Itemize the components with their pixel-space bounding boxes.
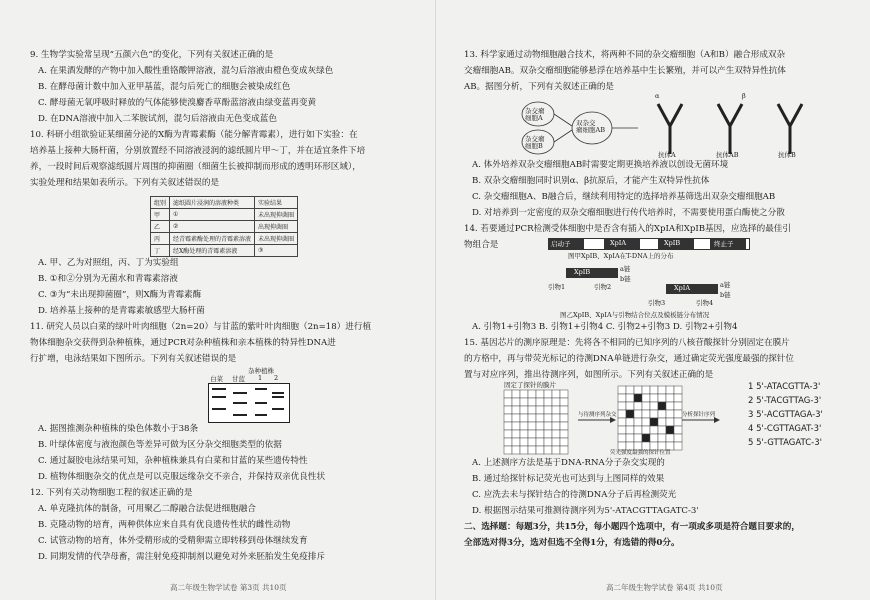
probe-cell [650,402,658,410]
primer2-label: 引物2 [594,283,612,291]
text-line: 养，一段时间后观察滤纸圆片周围的抑菌圈（细菌生长被抑制而形成的透明环形区域）， [30,162,361,172]
section-line: 全部选对得3分，选对但选不全得1分，有选错的得0分。 [464,538,680,548]
probe-cell [650,394,658,402]
probe-cell [528,422,536,430]
probe-cell [634,418,642,426]
probe-cell [634,402,642,410]
text-line: D. 培养基上接种的是青霉素敏感型大肠杆菌 [38,306,205,316]
text-line: 13. 科学家通过动物细胞融合技术，将两种不同的杂交瘤细胞（A和B）融合形成双杂 [464,50,786,60]
gel-band [233,392,247,394]
probe-cell [626,402,634,410]
probe-cell [536,446,544,454]
table-header: 组别 [151,197,170,209]
probe-cell [536,430,544,438]
probe-cell [536,414,544,422]
text-line: 11. 研究人员以白菜的绿叶叶肉细胞（2n=20）与甘蓝的紫叶叶肉细胞（2n=18）进行植 [30,322,372,332]
text-line: 物组合是 [464,240,499,250]
probe-cell [512,398,520,406]
antibody-b-shape [778,104,802,154]
text-line: 9. 生物学实验常呈现“五颜六色”的变化，下列有关叙述正确的是 [30,50,274,60]
right-page [436,0,870,600]
gel-figure [208,368,294,422]
gel-band [272,396,284,398]
chain-a-label: a链 [720,281,731,289]
probe-cell [536,406,544,414]
text-line: C. 杂交瘤细胞A、B融合后，继续利用特定的选择培养基筛选出双杂交瘤细胞AB [472,192,776,202]
probe-cell-lit [650,418,658,426]
text-line: 物体细胞杂交获得到杂种植株，通过PCR对杂种植株和亲本植株的特异性DNA进 [30,338,336,348]
text-line: B. 在酵母菌计数中加入亚甲基蓝，混匀后死亡的细胞会被染成红色 [38,82,291,92]
antibody-b-label: 抗体B [778,151,796,159]
probe-cell [560,406,568,414]
gel-band [212,388,226,390]
probe-cell [536,438,544,446]
probe-cell [520,414,528,422]
probe-cell [528,430,536,438]
table-cell: 乙 [151,221,170,233]
probe-cell [544,414,552,422]
alpha-label: α [655,92,660,100]
analyze-step-label: 分析探针序列 [682,412,716,418]
probe-cell [520,422,528,430]
antibody-a-label: 抗体A [658,151,676,159]
probe-cell-lit [634,394,642,402]
gel-band [272,392,284,394]
probe-cell [650,434,658,442]
text-line: A. 甲、乙为对照组，丙、丁为实验组 [38,258,179,268]
probe-cell [618,426,626,434]
text-line: AB。据图分析，下列有关叙述正确的是 [464,82,615,92]
probe-cell [674,418,682,426]
table-cell: 未出现抑菌圈 [255,209,298,221]
text-line: 的方格中，再与带荧光标记的待测DNA单链进行杂交，通过确定荧光强度最强的探针位 [464,354,794,364]
gel-band [272,408,284,410]
probe-cell [666,410,674,418]
probe-cell [642,418,650,426]
probe-cell [666,418,674,426]
strongest-label: 荧光强度最强的探针位置 [610,450,671,456]
probe-cell [504,414,512,422]
gel-lane1-label: 1 [258,374,263,382]
probe-cell [552,446,560,454]
gel-band [255,388,267,390]
probe-cell [528,398,536,406]
probe-cell [674,386,682,394]
gel-body [208,383,290,423]
gel-band [212,396,226,398]
probe-cell [560,398,568,406]
gel-hybrid-label: 杂种植株 [248,367,274,375]
beta-label: β [742,92,746,100]
probe-cell [512,406,520,414]
probe-sequence: 2 5'-TACGTTAG-3' [748,396,822,406]
gel-band [233,402,247,404]
text-line: C. 试管动物的培育，体外受精形成的受精卵需立即转移到母体继续发育 [38,536,308,546]
table-header: 实验结果 [255,197,298,209]
text-line: 行扩增，电泳结果如下图所示。下列有关叙述错误的是 [30,354,237,364]
probe-cell [552,422,560,430]
probe-cell [642,402,650,410]
left-footer: 高二年级生物学试卷 第3页 共10页 [170,583,287,592]
xplb-label: XpIB [664,239,681,247]
text-line: A. 据图推测杂种植株的染色体数小于38条 [38,424,199,434]
table-cell: 经X酶处理的青霉素溶液 [170,245,255,257]
xplb-strand-label: XpIB [574,268,591,276]
probe-cell [520,430,528,438]
probe-cell [552,430,560,438]
probe-cell [650,426,658,434]
probe-cell [618,410,626,418]
table-cell: 甲 [151,209,170,221]
text-line: A. 在果酒发酵的产物中加入酸性重铬酸钾溶液，混匀后溶液由橙色变成灰绿色 [38,66,334,76]
probe-grid-before [504,390,568,454]
text-line: B. ①和②分别为无菌水和青霉素溶液 [38,274,178,284]
text-line: 实验处理和结果如表所示。下列有关叙述错误的是 [30,178,220,188]
probe-cell [560,438,568,446]
q13-diagram [520,96,840,158]
primer1-label: 引物1 [548,283,566,291]
chip-title: 固定了探针的膜片 [504,381,556,389]
text-line: C. ③为“未出现抑菌圈”，则X酶为青霉素酶 [38,290,202,300]
probe-cell [544,422,552,430]
probe-cell [512,438,520,446]
probe-cell [666,394,674,402]
q14-figure [548,238,768,320]
probe-sequence: 1 5'-ATACGTTA-3' [748,382,821,392]
probe-cell-lit [666,426,674,434]
probe-cell [504,438,512,446]
probe-cell [634,426,642,434]
gel-band [233,414,247,416]
probe-cell [642,410,650,418]
probe-cell [504,406,512,414]
table-cell: 经青霉素酶处理的青霉素溶液 [170,233,255,245]
text-line: D. 在DNA溶液中加入二苯胺试剂，混匀后溶液由无色变成蓝色 [38,114,277,124]
fusion-arrow [554,130,572,142]
text-line: 12. 下列有关动物细胞工程的叙述正确的是 [30,488,193,498]
probe-sequence: 4 5'-CGTTAGAT-3' [748,424,822,434]
promoter-label: 启动子 [551,240,571,248]
antibody-a-shape [658,104,682,154]
section-line: 二、选择题：每题3分，共15分，每小题四个选项中，有一项或多项是符合题目要求的， [464,522,800,532]
probe-cell [528,390,536,398]
text-line: 交瘤细胞AB。双杂交瘤细胞能够悬浮在培养基中生长繁殖，并可以产生双特异性抗体 [464,66,786,76]
probe-cell [634,386,642,394]
probe-cell [552,406,560,414]
probe-cell [618,402,626,410]
cell-b-label: 杂交瘤 细胞B [525,135,545,150]
probe-cell [674,402,682,410]
text-line: 10. 科研小组欲验证某细菌分泌的X酶为青霉素酶（能分解青霉素），进行如下实验：在 [30,130,358,140]
probe-cell [512,414,520,422]
antibody-ab-shape [718,104,742,154]
probe-cell [560,390,568,398]
probe-cell [544,430,552,438]
probe-cell-lit [642,434,650,442]
gel-band [255,414,267,416]
text-line: 15. 基因芯片的测序原理是：先将各不相同的已知序列的八核苷酸探针分别固定在膜片 [464,338,790,348]
probe-cell [520,390,528,398]
text-line: C. 酵母菌无氧呼吸时释放的气体能够使溴麝香草酚蓝溶液由绿变蓝再变黄 [38,98,317,108]
probe-cell [528,406,536,414]
probe-grid-after [618,386,682,450]
probe-sequence: 3 5'-ACGTTAGA-3' [748,410,823,420]
probe-cell [528,438,536,446]
probe-cell [552,438,560,446]
xpla-strand-label: XpIA [674,284,691,292]
antibody-ab-label: 抗体AB [716,151,739,159]
probe-cell [528,446,536,454]
text-line: 置与对应序列，推出待测序列，如图所示。下列有关叙述正确的是 [464,370,714,380]
probe-cell [536,398,544,406]
table-cell: ② [170,221,255,233]
probe-cell [634,410,642,418]
probe-cell [528,414,536,422]
text-line: B. 克隆动物的培育，两种供体应来自具有优良遗传性状的雌性动物 [38,520,291,530]
text-line: 培养基上接种大肠杆菌，分别放置经不同溶液浸润的滤纸圆片甲～丁，并在适宜条件下培 [30,146,366,156]
cell-ab-label: 双杂交 瘤细胞AB [576,119,605,134]
probe-cell [512,430,520,438]
text-line: D. 对培养到一定密度的双杂交瘤细胞进行传代培养时，不需要使用蛋白酶使之分散 [472,208,785,218]
probe-cell [536,422,544,430]
probe-cell [504,398,512,406]
probe-cell [618,394,626,402]
probe-cell [674,426,682,434]
probe-cell [544,390,552,398]
probe-cell [674,410,682,418]
probe-cell [560,422,568,430]
xpla-label: XpIA [610,239,627,247]
text-line: A. 引物1+引物3 B. 引物1+引物4 C. 引物2+引物3 D. 引物2+引物4 [472,322,738,332]
probe-cell [504,390,512,398]
probe-cell [520,446,528,454]
probe-cell-lit [626,410,634,418]
text-line: A. 单克隆抗体的制备，可用聚乙二醇融合法促进细胞融合 [38,504,256,514]
probe-cell [520,406,528,414]
fusion-arrow [554,114,572,126]
probe-cell [626,418,634,426]
probe-cell [650,410,658,418]
probe-cell [504,430,512,438]
probe-cell [512,446,520,454]
probe-cell [536,390,544,398]
chain-b-label: b链 [720,291,731,299]
q13-figure [520,92,840,159]
text-line: D. 同期发情的代孕母畜，需注射免疫抑制剂以避免对外来胚胎发生免疫排斥 [38,552,326,562]
probe-cell [552,390,560,398]
probe-cell [642,426,650,434]
probe-cell [504,446,512,454]
probe-cell [674,394,682,402]
text-line: B. 双杂交瘤细胞同时识别α、β抗原后，才能产生双特异性抗体 [472,176,710,186]
probe-cell [560,446,568,454]
text-line: D. 植物体细胞杂交的优点是可以克服远缘杂交不亲合，并保持双亲优良性状 [38,472,326,482]
probe-cell [658,386,666,394]
table-cell: ③ [255,245,298,257]
probe-cell [512,390,520,398]
text-line: C. 应洗去未与探针结合的待测DNA分子后再检测荧光 [472,490,677,500]
probe-cell [560,430,568,438]
probe-cell [618,386,626,394]
q15-figure [500,380,840,454]
probe-cell [626,434,634,442]
probe-cell [642,394,650,402]
probe-cell [504,422,512,430]
probe-cell [658,410,666,418]
text-line: B. 通过给探针标记荧光也可达到与上图同样的效果 [472,474,665,484]
probe-cell-lit [658,402,666,410]
probe-cell [544,398,552,406]
cell-a-label: 杂交瘤 细胞A [525,107,545,122]
probe-cell [618,418,626,426]
probe-cell [634,434,642,442]
probe-cell [658,426,666,434]
probe-cell [618,434,626,442]
probe-cell [544,406,552,414]
table-cell: 未出现抑菌圈 [255,233,298,245]
probe-cell [552,398,560,406]
gel-lane2-label: 2 [274,374,279,382]
fig14-caption-2: 图乙XpIB、XpIA与引物结合位点及模板链分布情况 [560,311,710,319]
primer4-label: 引物4 [696,299,714,307]
probe-cell [544,446,552,454]
q10-table [150,196,298,257]
probe-cell [642,386,650,394]
probe-cell [674,442,682,450]
table-cell: ① [170,209,255,221]
probe-cell [674,434,682,442]
probe-cell [520,438,528,446]
chain-b-label: b链 [620,275,631,283]
probe-cell [658,418,666,426]
primer3-label: 引物3 [648,299,666,307]
hybrid-step-label: 与待测序列杂交 [578,412,617,418]
text-line: 14. 若要通过PCR检测受体细胞中是否含有插入的XpIA和XpIB基因，应选择的最佳引 [464,224,791,234]
probe-cell [512,422,520,430]
probe-cell [544,438,552,446]
probe-cell [666,402,674,410]
gel-baicai-label: 白菜 [210,375,223,383]
text-line: B. 叶绿体密度与液泡颜色等差异可做为区分杂交细胞类型的依据 [38,440,282,450]
probe-cell [626,426,634,434]
text-line: A. 上述测序方法是基于DNA-RNA分子杂交实现的 [472,458,665,468]
table-cell: 出现抑菌圈 [255,221,298,233]
probe-cell [666,434,674,442]
probe-cell [552,414,560,422]
table-cell: 丙 [151,233,170,245]
probe-cell [520,398,528,406]
gel-ganlan-label: 甘蓝 [232,375,245,383]
probe-cell [658,394,666,402]
terminator-label: 终止子 [714,240,734,248]
table-cell: 丁 [151,245,170,257]
probe-cell [650,386,658,394]
gel-band [255,402,267,404]
probe-cell [658,434,666,442]
chain-a-label: a链 [620,265,631,273]
text-line: C. 通过凝胶电泳结果可知，杂种植株兼具有白菜和甘蓝的某些遗传特性 [38,456,308,466]
fig14-caption-1: 图甲XpIB、XpIA在T-DNA上的分布 [568,252,674,260]
right-footer: 高二年级生物学试卷 第4页 共10页 [606,583,723,592]
probe-cell [626,394,634,402]
probe-cell [626,386,634,394]
probe-sequence: 5 5'-GTTAGATC-3' [748,438,822,448]
gel-band [212,408,226,410]
probe-cell [666,386,674,394]
table-header: 滤纸圆片浸润的溶液种类 [170,197,255,209]
probe-cell [560,414,568,422]
text-line: A. 体外培养双杂交瘤细胞AB时需要定期更换培养液以创设无菌环境 [472,160,729,170]
text-line: D. 根据图示结果可推测待测序列为5'-ATACGTTAGATC-3' [472,506,699,516]
